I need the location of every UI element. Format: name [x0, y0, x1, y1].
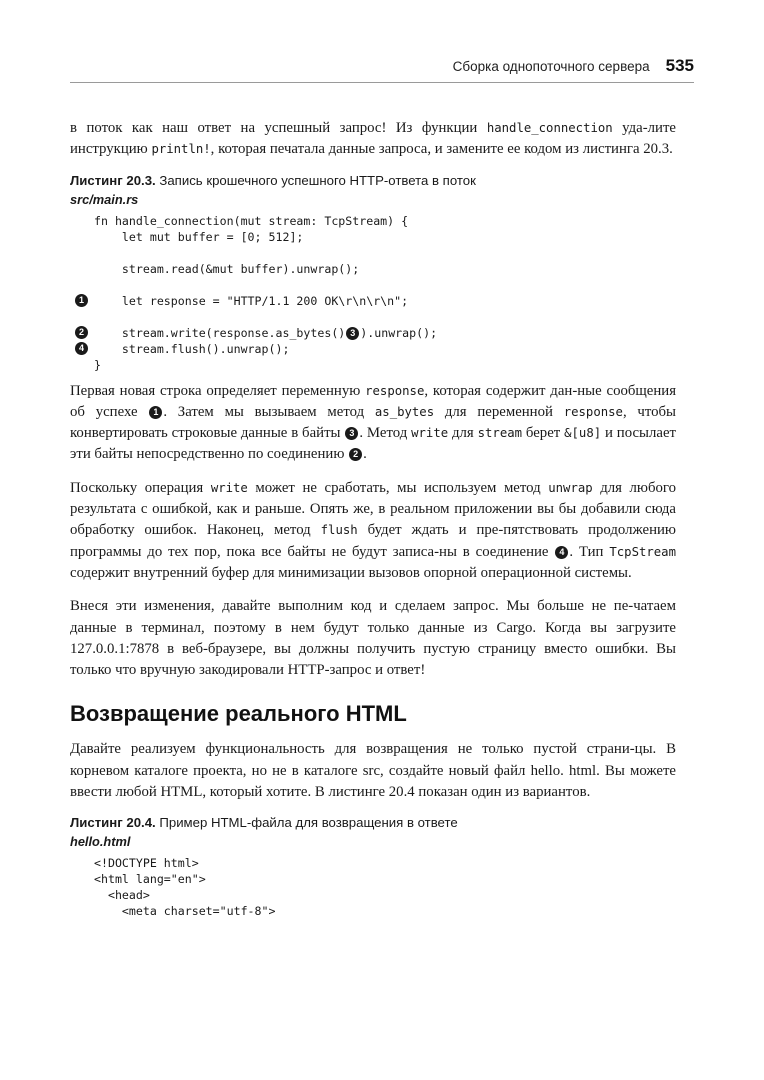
- code-line: stream.read(&mut buffer).unwrap();: [94, 261, 360, 276]
- inline-code: println!: [151, 142, 211, 157]
- callout-marker-2: 2: [75, 326, 88, 339]
- listing-caption: Листинг 20.3. Запись крошечного успешного HTTP-ответа в поток: [70, 172, 476, 188]
- code-line: [70, 277, 676, 293]
- inline-code: response: [563, 404, 623, 419]
- inline-code: unwrap: [548, 480, 593, 495]
- paragraph-3: Поскольку операция write может не сработать, мы используем метод unwrap для любого результата с ошибкой, как и раньше. Опять же, в реальном приложении вы бы добавили сюда обработку ошибок. Наконец, метод flush будет ждать и пре-пятствовать продолжению программы до тех пор, пока все байты не будут записа-ны в соединение 4 . Тип TcpStream содержит внутренний буфер для минимизации вызовов опорной операционной системы.: [70, 479, 676, 581]
- code-line: <html lang="en">: [94, 872, 206, 887]
- inline-code: TcpStream: [609, 544, 676, 559]
- code-line: fn handle_connection(mut stream: TcpStream) {: [94, 213, 409, 228]
- callout-marker-3: 3: [346, 327, 359, 340]
- inline-code: stream: [477, 426, 523, 441]
- code-listing: [70, 855, 676, 919]
- paragraph-1: в поток как наш ответ на успешный запрос! Из функции handle_connection уда-лите инструкцию println!, которая печатала данные запроса, и замените ее кодом из листинга 20.3.: [70, 120, 676, 158]
- listing-caption: Листинг 20.4. Пример HTML-файла для возвращения в ответе: [70, 815, 458, 831]
- page-content: [70, 118, 676, 927]
- callout-marker-1: 1: [149, 406, 162, 419]
- paragraph-4: Внеся эти изменения, давайте выполним код и сделаем запрос. Мы больше не пе-чатаем данные в терминал, поэтому в нем будут только данные из Cargo. Когда вы загрузите 127.0.0.1:7878 в веб-браузере, вы должны получить пустую страницу вместо ошибки. Вы только что вручную закодировали HTTP-запрос и ответ!: [70, 598, 676, 679]
- code-line: 2 stream.write(response.as_bytes() 3 ).unwrap();: [70, 325, 676, 341]
- page-number: 535: [665, 56, 694, 75]
- listing-filename: src/main.rs: [70, 191, 139, 207]
- section-heading: Возвращение реального HTML: [70, 701, 407, 727]
- callout-marker-1: 1: [75, 294, 88, 307]
- code-line: }: [94, 357, 101, 372]
- code-line: <head>: [94, 888, 150, 903]
- inline-code: &[u8]: [564, 426, 602, 441]
- code-line: 4 stream.flush().unwrap();: [70, 341, 676, 357]
- callout-marker-4: 4: [555, 546, 568, 559]
- code-line: 1 let response = "HTTP/1.1 200 OK\r\n\r\n";: [70, 293, 676, 309]
- inline-code: write: [210, 480, 248, 495]
- code-line: <!DOCTYPE html>: [94, 856, 199, 871]
- code-line: let mut buffer = [0; 512];: [94, 229, 304, 244]
- callout-marker-2: 2: [349, 448, 362, 461]
- inline-code: handle_connection: [486, 121, 613, 135]
- code-line: [70, 245, 676, 261]
- inline-code: as_bytes: [374, 404, 435, 419]
- code-line: [70, 309, 676, 325]
- inline-code: response: [365, 383, 425, 398]
- paragraph-5: Давайте реализуем функциональность для возвращения не только пустой страни-цы. В корневом каталоге проекта, но не в каталоге src, создайте новый файл hello. html. Вы можете ввести любой HTML, который хотите. В листинге 20.4 показан один из вариантов.: [70, 741, 676, 801]
- code-line: <meta charset="utf-8">: [94, 904, 276, 919]
- inline-code: flush: [320, 523, 358, 538]
- running-title: Сборка однопоточного сервера: [452, 59, 650, 74]
- callout-marker-4: 4: [75, 342, 88, 355]
- listing-filename: hello.html: [70, 834, 131, 850]
- code-listing: [70, 213, 676, 373]
- inline-code: write: [411, 426, 449, 441]
- page-header: [70, 56, 694, 83]
- paragraph-2: Первая новая строка определяет переменную response, которая содержит дан-ные сообщения об успехе 1 . Затем мы вызываем метод as_bytes для переменной response, чтобы конвертировать строковые данные в байты 3 . Метод write для stream берет &[u8] и посылает эти байты непосредственно по соединению 2 .: [70, 382, 677, 463]
- callout-marker-3: 3: [345, 427, 358, 440]
